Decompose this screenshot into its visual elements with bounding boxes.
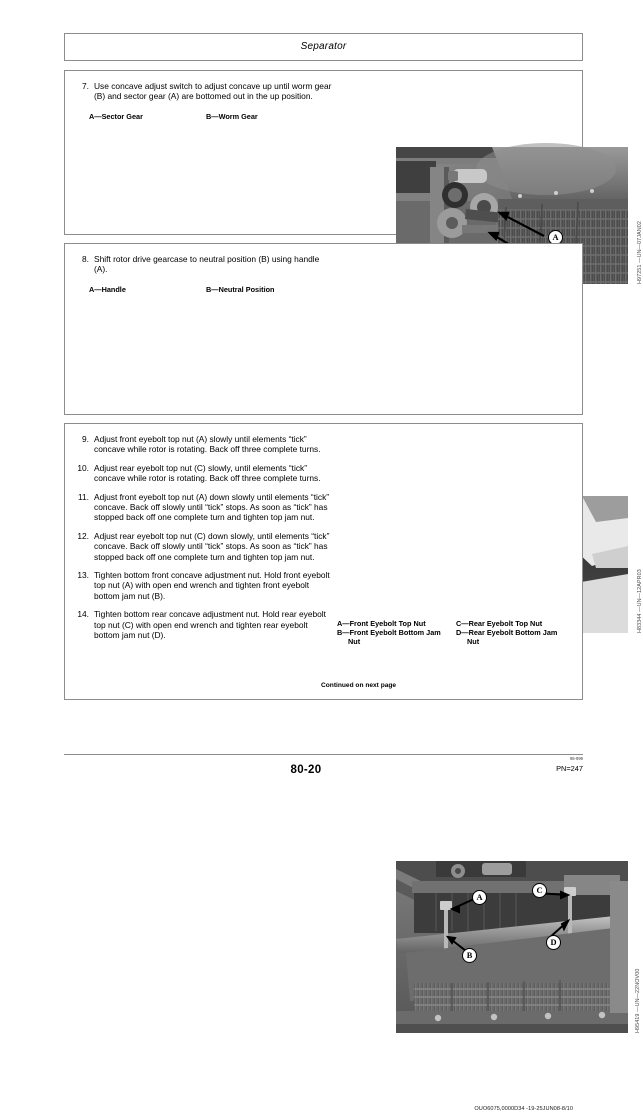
legend-column-right: [456, 619, 575, 647]
step-text: Shift rotor drive gearcase to neutral position (B) using handle (A).: [94, 254, 320, 275]
legend-item-label-cont: Nut: [467, 637, 480, 647]
instruction-text-column: [77, 81, 335, 121]
callout-legend: [77, 112, 335, 121]
continued-notice: Continued on next page: [321, 682, 397, 689]
photo-callout-b: B: [462, 948, 477, 963]
photo-illustration: [396, 861, 628, 1033]
step-number: 8.: [82, 254, 89, 264]
photo-callout-a: A: [548, 230, 563, 245]
legend-column-right: [206, 112, 335, 121]
step-number: 10.: [77, 462, 89, 473]
page-number: 80-20: [290, 764, 322, 776]
step-item: [77, 463, 335, 484]
step-number: 14.: [77, 609, 89, 620]
legend-column-right: [206, 285, 335, 294]
section-caption: OUO6075,0000D34 -19-25JUN08-8/10: [474, 1106, 573, 1112]
photo-eyebolt-concave: [396, 861, 628, 1033]
step-text: Adjust rear eyebolt top nut (C) slowly, until elements “tick” concave while rotor is rotating. Back off three complete turns.: [94, 462, 321, 484]
photo-id-label: H95419 —UN—22NOV00: [635, 968, 641, 1033]
instruction-text-column: [77, 254, 335, 294]
legend-item: [456, 628, 575, 646]
step-number: 13.: [77, 570, 89, 581]
legend-item-label: B—Front Eyebolt Bottom Jam: [337, 628, 441, 638]
legend-item: A—Handle: [89, 284, 126, 294]
step-item: [77, 570, 335, 601]
step-item: [77, 254, 335, 275]
step-item: [77, 609, 335, 640]
photo-id-label: H83344 —UN—12APR03: [637, 569, 643, 633]
step-item: [77, 531, 335, 562]
legend-item: C—Rear Eyebolt Top Nut: [456, 619, 543, 628]
legend-column-left: [77, 112, 206, 121]
revision-code: 95-999: [569, 756, 583, 761]
legend-item-label-cont: Nut: [348, 637, 361, 647]
step-item: [77, 434, 335, 455]
step-text: Adjust front eyebolt top nut (A) down slowly until elements “tick” concave. Back off slowly until “tick” stops. As soon as “tick” has stopped back off one complete turn and tighten top jam nut.: [94, 491, 330, 523]
step-item: [77, 492, 335, 523]
photo-callout-a: A: [472, 890, 487, 905]
legend-item: [337, 628, 456, 646]
photo-callout-d: D: [546, 935, 561, 950]
step-number: 7.: [82, 81, 89, 91]
photo-callout-c: C: [532, 883, 547, 898]
page-header: [64, 33, 583, 61]
step-item: [77, 81, 335, 102]
photo-id-label: H97251 —UN—07JAN02: [637, 221, 643, 284]
step-number: 9.: [82, 434, 89, 444]
step-text: Adjust front eyebolt top nut (A) slowly until elements “tick” concave while rotor is rotating. Back off three complete turns.: [94, 434, 321, 455]
step-text: Tighten bottom front concave adjustment nut. Hold front eyebolt top nut (A) with open end wrench and tighten front eyebolt bottom jam nut (B).: [94, 570, 330, 601]
callout-legend: [337, 619, 575, 647]
legend-column-left: [77, 285, 206, 294]
legend-item: B—Worm Gear: [206, 111, 258, 121]
step-number: 12.: [77, 530, 89, 541]
instruction-text-column: [77, 434, 335, 649]
callout-legend: [77, 285, 335, 294]
legend-column-left: [337, 619, 456, 647]
legend-item-label: D—Rear Eyebolt Bottom Jam: [456, 628, 558, 638]
page-title: Separator: [300, 41, 347, 52]
part-number: PN=247: [556, 764, 583, 773]
footer-divider: [64, 754, 583, 755]
step-text: Use concave adjust switch to adjust concave up until worm gear (B) and sector gear (A) are bottomed out in the up position.: [94, 81, 332, 102]
legend-item: B—Neutral Position: [206, 284, 275, 294]
legend-item: A—Front Eyebolt Top Nut: [337, 619, 426, 628]
step-text: Tighten bottom rear concave adjustment nut. Hold rear eyebolt top nut (C) with open end wrench and tighten rear eyebolt bottom jam nut (D).: [94, 609, 326, 641]
legend-item: A—Sector Gear: [89, 111, 143, 121]
step-number: 11.: [77, 491, 89, 502]
step-text: Adjust rear eyebolt top nut (C) down slowly, until elements “tick” concave. Back off slowly until “tick” stops. As soon as “tick” has stopped back off one complete turn and tighten top jam nut.: [94, 530, 330, 562]
